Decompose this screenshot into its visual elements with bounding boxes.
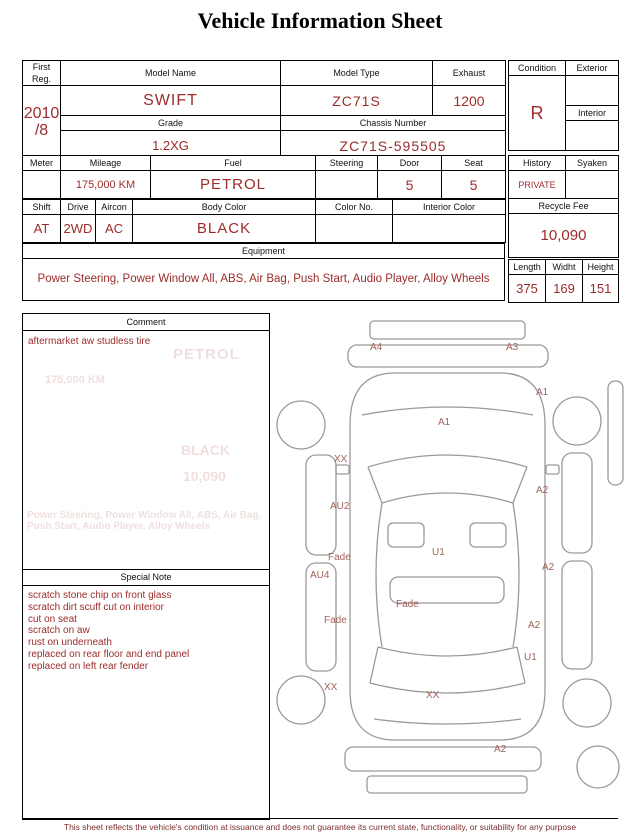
equipment-label: Equipment bbox=[23, 244, 505, 259]
drive-value: 2WD bbox=[61, 215, 96, 243]
chassis-number-label: Chassis Number bbox=[281, 116, 506, 131]
special-note-line: rust on underneath bbox=[28, 637, 112, 649]
damage-label: A2 bbox=[528, 620, 541, 631]
width-value: 169 bbox=[546, 275, 583, 303]
registration-table bbox=[22, 60, 506, 161]
interior-value bbox=[566, 121, 619, 151]
condition-label: Condition bbox=[509, 61, 566, 76]
damage-label: A2 bbox=[536, 485, 549, 496]
condition-table bbox=[508, 60, 619, 151]
seat-label: Seat bbox=[442, 156, 506, 171]
damage-label: Fade bbox=[324, 615, 347, 626]
bleedthrough-text: BLACK bbox=[181, 442, 230, 458]
model-type-value: ZC71S bbox=[281, 86, 433, 116]
meter-label: Meter bbox=[23, 156, 61, 171]
door-value: 5 bbox=[378, 171, 442, 199]
model-name-label: Model Name bbox=[61, 61, 281, 86]
body-color-label: Body Color bbox=[133, 200, 316, 215]
damage-label: XX bbox=[426, 690, 440, 701]
damage-label: AU2 bbox=[330, 501, 350, 512]
spec-table-row1 bbox=[22, 155, 506, 199]
body-color-value: BLACK bbox=[133, 215, 316, 243]
special-note-line: cut on seat bbox=[28, 613, 77, 625]
length-label: Length bbox=[509, 260, 546, 275]
special-note-header: Special Note bbox=[23, 569, 269, 586]
color-no-value bbox=[316, 215, 393, 243]
special-note-list bbox=[28, 590, 189, 673]
damage-label: Fade bbox=[396, 599, 419, 610]
color-no-label: Color No. bbox=[316, 200, 393, 215]
steering-value bbox=[316, 171, 378, 199]
damage-label: AU4 bbox=[310, 570, 330, 581]
first-reg-value bbox=[23, 86, 61, 161]
damage-label: U1 bbox=[524, 652, 537, 663]
damage-label: A2 bbox=[494, 744, 507, 755]
width-label: Widht bbox=[546, 260, 583, 275]
syaken-label: Syaken bbox=[566, 156, 619, 171]
special-note-line: scratch on aw bbox=[28, 625, 90, 637]
aircon-label: Aircon bbox=[96, 200, 133, 215]
steering-label: Steering bbox=[316, 156, 378, 171]
damage-label: A1 bbox=[536, 387, 549, 398]
interior-label: Interior bbox=[566, 106, 619, 121]
chassis-number-value: ZC71S-595505 bbox=[281, 131, 506, 161]
door-label: Door bbox=[378, 156, 442, 171]
height-value: 151 bbox=[583, 275, 619, 303]
comment-header: Comment bbox=[23, 314, 269, 331]
exterior-label: Exterior bbox=[566, 61, 619, 76]
damage-label: XX bbox=[324, 682, 338, 693]
comment-box bbox=[22, 313, 270, 820]
model-type-label: Model Type bbox=[281, 61, 433, 86]
fuel-label: Fuel bbox=[151, 156, 316, 171]
shift-value: AT bbox=[23, 215, 61, 243]
car-damage-diagram bbox=[270, 315, 630, 818]
fuel-value: PETROL bbox=[151, 171, 316, 199]
dimensions-table bbox=[508, 259, 619, 303]
special-note-line: scratch dirt scuff cut on interior bbox=[28, 601, 164, 613]
bottom-divider bbox=[22, 818, 618, 819]
grade-value: 1.2XG bbox=[61, 131, 281, 161]
history-table bbox=[508, 155, 619, 258]
recycle-fee-label: Recycle Fee bbox=[509, 199, 619, 214]
interior-color-label: Interior Color bbox=[393, 200, 506, 215]
grade-label: Grade bbox=[61, 116, 281, 131]
meter-value bbox=[23, 171, 61, 199]
first-reg-year: 2010 bbox=[23, 105, 60, 123]
exterior-value bbox=[566, 76, 619, 106]
special-note-line: replaced on rear floor and end panel bbox=[28, 648, 190, 660]
disclaimer-text: This sheet reflects the vehicle's condition at issuance and does not guarantee its current state, functionality, or suitability for any purpose bbox=[63, 822, 577, 832]
spec-table-row2 bbox=[22, 199, 506, 243]
length-value: 375 bbox=[509, 275, 546, 303]
equipment-value: Power Steering, Power Window All, ABS, Air Bag, Push Start, Audio Player, Alloy Wheels bbox=[23, 259, 505, 301]
equipment-table bbox=[22, 243, 505, 301]
seat-value: 5 bbox=[442, 171, 506, 199]
special-note-line: scratch stone chip on front glass bbox=[28, 590, 172, 601]
damage-label: Fade bbox=[328, 552, 351, 563]
mileage-label: Mileage bbox=[61, 156, 151, 171]
drive-label: Drive bbox=[61, 200, 96, 215]
page-title: Vehicle Information Sheet bbox=[197, 8, 443, 33]
mileage-value: 175,000 KM bbox=[61, 171, 151, 199]
interior-color-value bbox=[393, 215, 506, 243]
bleedthrough-text: Power Steering, Power Window All, ABS, Air Bag, Push Start, Audio Player, Alloy Wheels bbox=[27, 510, 262, 532]
recycle-fee-value: 10,090 bbox=[509, 214, 619, 258]
height-label: Height bbox=[583, 260, 619, 275]
first-reg-label: First Reg. bbox=[23, 61, 61, 86]
damage-label: A1 bbox=[438, 417, 451, 428]
damage-label: XX bbox=[334, 454, 348, 465]
damage-label: A2 bbox=[542, 562, 555, 573]
special-note-line: replaced on left rear fender bbox=[28, 660, 149, 672]
bleedthrough-text: 175,000 KM bbox=[45, 374, 105, 386]
condition-value: R bbox=[509, 76, 566, 151]
car-outline-drawing bbox=[270, 315, 630, 818]
aircon-value: AC bbox=[96, 215, 133, 243]
damage-label: U1 bbox=[432, 547, 445, 558]
damage-label: A4 bbox=[370, 342, 383, 353]
shift-label: Shift bbox=[23, 200, 61, 215]
syaken-value bbox=[566, 171, 619, 199]
damage-label: A3 bbox=[506, 342, 519, 353]
exhaust-label: Exhaust bbox=[433, 61, 506, 86]
bleedthrough-text: PETROL bbox=[173, 346, 240, 363]
model-name-value: SWIFT bbox=[61, 86, 281, 116]
first-reg-month: /8 bbox=[34, 122, 49, 139]
exhaust-value: 1200 bbox=[433, 86, 506, 116]
bleedthrough-text: 10,090 bbox=[183, 468, 226, 484]
comment-text: aftermarket aw studless tire bbox=[28, 336, 151, 347]
history-value: PRIVATE bbox=[509, 171, 566, 199]
history-label: History bbox=[509, 156, 566, 171]
